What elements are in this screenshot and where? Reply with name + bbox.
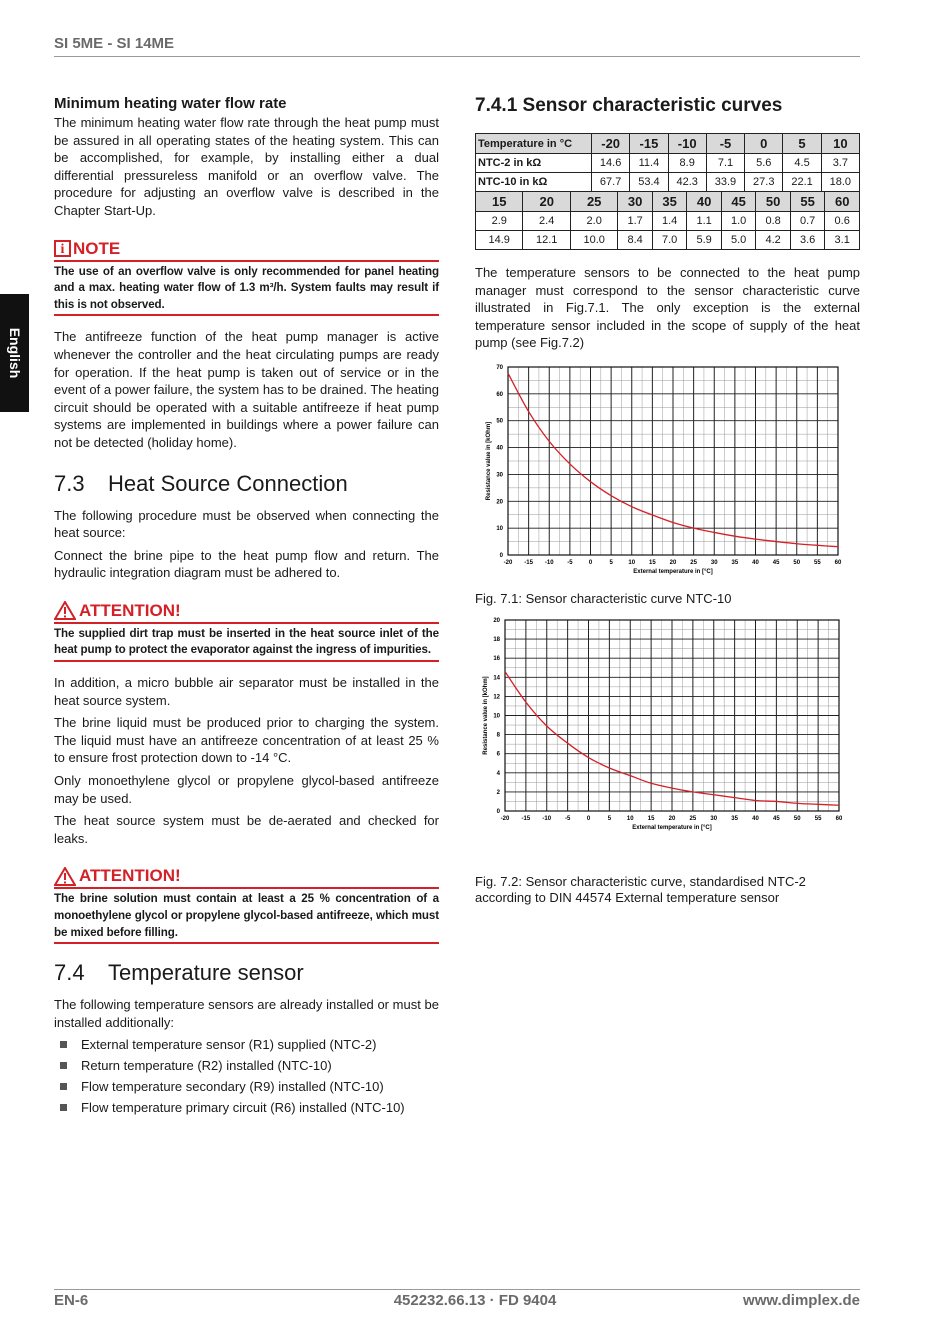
x-tick-label: 45 <box>773 815 780 822</box>
attention-box-1 <box>54 601 439 662</box>
table-cell: 45 <box>721 192 756 212</box>
table-cell: 0.8 <box>756 212 791 231</box>
footer-website: www.dimplex.de <box>743 1292 860 1309</box>
header-divider <box>54 56 860 57</box>
y-tick-label: 50 <box>496 418 503 425</box>
x-tick-label: 25 <box>690 559 697 566</box>
table-row <box>476 154 860 173</box>
ntc10-chart-svg <box>475 363 860 578</box>
attention-title-1: ATTENTION! <box>79 600 181 620</box>
table-cell: -15 <box>630 134 668 154</box>
figure-7-2-caption: Fig. 7.2: Sensor characteristic curve, standardised NTC-2 <box>475 873 806 889</box>
ntc10-chart <box>475 363 860 583</box>
section-7-3-number: 7.3 <box>54 470 85 496</box>
table-cell: 0 <box>745 134 783 154</box>
table-cell: 2.4 <box>523 212 570 231</box>
figure-7-2-caption-continued: according to DIN 44574 External temperature sensor <box>475 889 780 905</box>
x-tick-label: 60 <box>834 559 842 566</box>
header-title: SI 5ME - SI 14ME <box>54 35 175 52</box>
table-cell: 30 <box>618 192 653 212</box>
table-cell: 60 <box>825 192 860 212</box>
info-icon: i <box>54 240 71 257</box>
table-cell: 5.0 <box>721 231 756 250</box>
section-7-3-intro: The following procedure must be observed when connecting the heat source: <box>54 507 439 541</box>
table-cell: 2.9 <box>476 212 523 231</box>
warning-icon <box>54 601 76 620</box>
x-tick-label: -15 <box>521 815 531 822</box>
y-tick-label: 8 <box>496 732 500 739</box>
table-cell: 11.4 <box>630 154 668 173</box>
table-cell: 10 <box>821 134 859 154</box>
table-cell: 3.7 <box>821 154 859 173</box>
table-cell: 1.7 <box>618 212 653 231</box>
table-cell: 53.4 <box>630 173 668 192</box>
min-flow-heading: Minimum heating water flow rate <box>54 95 287 112</box>
table-cell: -5 <box>706 134 744 154</box>
section-7-4-1-heading: 7.4.1 Sensor characteristic curves <box>475 95 783 116</box>
table-cell: 12.1 <box>523 231 570 250</box>
table-cell: 14.9 <box>476 231 523 250</box>
x-tick-label: 20 <box>669 559 677 566</box>
table-cell: 7.1 <box>706 154 744 173</box>
table-cell: 22.1 <box>783 173 821 192</box>
x-tick-label: 50 <box>793 559 801 566</box>
x-tick-label: 60 <box>835 815 843 822</box>
x-tick-label: 35 <box>731 815 738 822</box>
x-tick-label: 55 <box>814 815 822 822</box>
y-tick-label: 12 <box>493 694 500 701</box>
sensor-list <box>54 1036 439 1117</box>
x-tick-label: -15 <box>524 559 533 566</box>
left-column <box>54 95 439 1120</box>
x-tick-label: 15 <box>649 559 656 566</box>
x-tick-label: 30 <box>710 559 718 566</box>
micro-bubble-text: In addition, a micro bubble air separator must be installed in the heat source system. <box>54 675 439 708</box>
table-cell: 10.0 <box>570 231 617 250</box>
table-cell: 3.1 <box>825 231 860 250</box>
y-tick-label: 2 <box>496 789 500 796</box>
list-item: Flow temperature secondary (R9) installed (NTC-10) <box>54 1078 439 1096</box>
attention-text-2: The brine solution must contain at least a 25 % concentration of a monoethylene glycol or propylene glycol-based antifreeze, which must be mixed before filling. <box>54 889 439 944</box>
x-tick-label: -10 <box>544 559 554 566</box>
note-title: NOTE <box>73 238 121 258</box>
table-cell: 0.6 <box>825 212 860 231</box>
table-cell: 0.7 <box>790 212 825 231</box>
y-tick-label: 40 <box>496 445 503 452</box>
table-cell: 2.0 <box>570 212 617 231</box>
table-cell: 1.0 <box>721 212 756 231</box>
table-cell: 50 <box>756 192 791 212</box>
y-axis-label: Resistance value in [kOhm] <box>483 676 489 755</box>
table-row <box>476 173 860 192</box>
section-7-3-brine-pipe: Connect the brine pipe to the heat pump flow and return. The hydraulic integration diagram must be adhered to. <box>54 547 439 581</box>
section-7-4-heading <box>54 960 439 986</box>
sensor-table-continued <box>475 191 860 250</box>
y-tick-label: 4 <box>496 770 500 777</box>
x-tick-label: 55 <box>814 559 821 566</box>
table-cell: 14.6 <box>592 154 630 173</box>
list-item: External temperature sensor (R1) supplied (NTC-2) <box>54 1036 439 1054</box>
y-tick-label: 10 <box>496 526 503 533</box>
y-tick-label: 18 <box>493 637 500 644</box>
ntc2-chart-svg <box>475 615 860 833</box>
x-tick-label: 50 <box>793 815 801 822</box>
antifreeze-text: The antifreeze function of the heat pump manager is active whenever the controller and the heat circulating pumps are ready for operation. If the heat pump is taken out of service or in the event of a power failure, the system has to be drained. The heating circuit should be operated with a suitable antifreeze if heat pump systems are implemented in buildings where a power failure can not be detected (holiday home). <box>54 329 439 450</box>
table-cell: 3.6 <box>790 231 825 250</box>
right-column <box>475 95 860 906</box>
list-item: Flow temperature primary circuit (R6) installed (NTC-10) <box>54 1099 439 1117</box>
table-cell: 33.9 <box>706 173 744 192</box>
language-tab <box>0 294 29 412</box>
x-tick-label: 30 <box>710 815 718 822</box>
y-tick-label: 6 <box>496 751 500 758</box>
language-tab-label: English <box>6 327 23 379</box>
x-tick-label: -5 <box>567 559 573 566</box>
table-cell: 5 <box>783 134 821 154</box>
section-7-4-title: Temperature sensor <box>108 960 304 986</box>
antifreeze-type-text: Only monoethylene glycol or propylene glycol-based antifreeze may be used. <box>54 773 439 806</box>
table-cell: 35 <box>652 192 687 212</box>
table-cell: -20 <box>592 134 630 154</box>
footer-page-number: EN-6 <box>54 1292 89 1309</box>
table-row <box>476 212 860 231</box>
section-7-4-number: 7.4 <box>54 960 85 986</box>
y-tick-label: 20 <box>496 499 503 506</box>
x-axis-label: External temperature in [°C] <box>632 824 712 831</box>
y-tick-label: 16 <box>493 656 500 663</box>
sensor-table <box>475 133 860 192</box>
section-7-3-title: Heat Source Connection <box>108 470 348 496</box>
x-tick-label: -20 <box>500 815 510 822</box>
x-axis-label: External temperature in [°C] <box>633 568 713 575</box>
table-cell: 42.3 <box>668 173 706 192</box>
y-tick-label: 0 <box>499 552 503 559</box>
note-text: The use of an overflow valve is only recommended for panel heating and a max. heating water flow of 1.3 m³/h. System faults may result if this is not observed. <box>54 262 439 317</box>
x-tick-label: -10 <box>542 815 552 822</box>
table-cell: 27.3 <box>745 173 783 192</box>
table-cell: -10 <box>668 134 706 154</box>
table-cell: 8.9 <box>668 154 706 173</box>
table-cell: 5.6 <box>745 154 783 173</box>
y-tick-label: 0 <box>496 808 500 815</box>
table-cell: 55 <box>790 192 825 212</box>
table-cell: 1.4 <box>652 212 687 231</box>
section-7-4-intro: The following temperature sensors are already installed or must be installed additionally: <box>54 997 439 1030</box>
y-tick-label: 10 <box>493 713 500 720</box>
table-row <box>476 231 860 250</box>
attention-title-2: ATTENTION! <box>79 866 181 886</box>
table-row <box>476 134 860 154</box>
x-tick-label: 35 <box>731 559 739 566</box>
table-cell: 7.0 <box>652 231 687 250</box>
x-tick-label: 10 <box>626 815 634 822</box>
attention-header-2 <box>54 866 439 889</box>
footer-divider <box>54 1289 860 1290</box>
table-cell: 67.7 <box>592 173 630 192</box>
x-tick-label: 15 <box>647 815 655 822</box>
table-cell: 20 <box>523 192 570 212</box>
y-axis-label: Resistance value in [kOhm] <box>486 421 492 501</box>
y-tick-label: 60 <box>496 391 503 398</box>
attention-box-2 <box>54 866 439 944</box>
table-row-label: NTC-2 in kΩ <box>476 154 592 173</box>
ntc2-chart <box>475 615 860 838</box>
note-box <box>54 239 439 317</box>
x-tick-label: 40 <box>752 559 759 566</box>
sensor-curve-text: The temperature sensors to be connected to the heat pump manager must correspond to the sensor characteristic curve illustrated in Fig.7.1. The only exception is the external temperature sensor included in the scope of supply of the heat pump (see Fig.7.2) <box>475 265 860 351</box>
y-tick-label: 14 <box>493 675 500 682</box>
table-cell: 4.2 <box>756 231 791 250</box>
table-cell: 25 <box>570 192 617 212</box>
x-tick-label: 5 <box>607 815 612 822</box>
section-7-3-heading <box>54 471 439 497</box>
y-tick-label: 30 <box>496 472 503 479</box>
brine-liquid-text: The brine liquid must be produced prior to charging the system. The liquid must have an antifreeze concentration of at least 25 % to ensure frost protection down to -14 °C. <box>54 715 439 766</box>
table-cell: 8.4 <box>618 231 653 250</box>
table-row-label: NTC-10 in kΩ <box>476 173 592 192</box>
x-tick-label: 5 <box>609 559 613 566</box>
table-cell: 4.5 <box>783 154 821 173</box>
min-flow-text: The minimum heating water flow rate through the heat pump must be assured in all operating states of the heating system. This can be accomplished, for example, by installing either a dual differential pressureless manifold or an overflow valve. The procedure for adjusting an overflow valve is described in the Chapter Start-Up. <box>54 115 439 218</box>
x-tick-label: 20 <box>668 815 676 822</box>
attention-text-1: The supplied dirt trap must be inserted in the heat source inlet of the heat pump to protect the evaporator against the ingress of impurities. <box>54 624 439 662</box>
deaeration-text: The heat source system must be de-aerated and checked for leaks. <box>54 813 439 846</box>
figure-7-1-caption: Fig. 7.1: Sensor characteristic curve NTC-10 <box>475 590 732 606</box>
table-cell: 15 <box>476 192 523 212</box>
y-tick-label: 20 <box>493 617 500 624</box>
x-tick-label: 25 <box>689 815 697 822</box>
y-tick-label: 70 <box>496 364 503 371</box>
x-tick-label: -20 <box>503 559 513 566</box>
x-tick-label: -5 <box>564 815 571 822</box>
list-item: Return temperature (R2) installed (NTC-10) <box>54 1057 439 1075</box>
x-tick-label: 40 <box>752 815 759 822</box>
table-cell: 5.9 <box>687 231 722 250</box>
attention-header-1 <box>54 601 439 624</box>
x-tick-label: 45 <box>772 559 780 566</box>
x-tick-label: 0 <box>588 559 593 566</box>
table-row <box>476 192 860 212</box>
warning-icon <box>54 867 76 886</box>
footer-document-number: 452232.66.13 · FD 9404 <box>393 1292 557 1309</box>
table-cell: 1.1 <box>687 212 722 231</box>
x-tick-label: 0 <box>586 815 591 822</box>
table-cell: 40 <box>687 192 722 212</box>
x-tick-label: 10 <box>628 559 636 566</box>
table-cell: 18.0 <box>821 173 859 192</box>
table-header-label: Temperature in °C <box>476 134 592 154</box>
note-header <box>54 239 439 262</box>
